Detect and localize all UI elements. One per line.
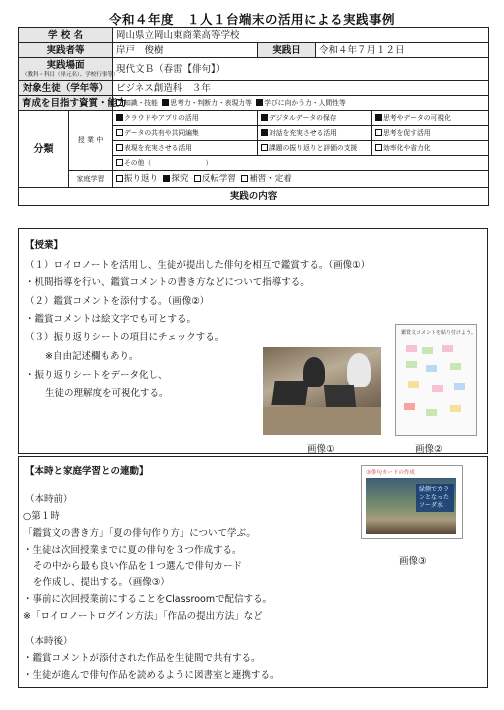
checkbox[interactable]	[116, 99, 123, 106]
home-line: （本時後）	[25, 636, 73, 647]
school-value: 岡山県立岡山東商業高等学校	[113, 28, 489, 43]
image-caption-3: 画像③	[399, 556, 427, 567]
option-text: 思考を促す活用	[383, 128, 431, 137]
jugyo-option[interactable]	[372, 126, 489, 141]
checkbox[interactable]	[162, 99, 169, 106]
practitioner-value: 岸戸 俊樹	[113, 43, 258, 58]
katei-option[interactable]	[116, 174, 158, 184]
lesson-line: （１）ロイロノートを活用し、生徒が提出した俳句を相互で鑑賞する。（画像①）	[25, 260, 371, 271]
option-text: 反転学習	[201, 173, 236, 184]
haiku-card-text: 緑側でカランとなったソーダ水	[416, 484, 454, 512]
practitioner-label: 実践者等	[19, 43, 113, 58]
sonota-option[interactable]	[113, 156, 489, 171]
home-line: ・生徒は次回授業までに夏の俳句を３つ作成する。	[23, 545, 242, 556]
scene-note: （教科・科目（単元名）、学校行事等）	[22, 72, 119, 78]
checkbox[interactable]	[261, 114, 268, 121]
lesson-section	[18, 228, 488, 454]
jugyo-option[interactable]	[372, 111, 489, 126]
ability-option-text: 知識・技能	[124, 98, 158, 107]
option-text: 対話を充実させる活用	[269, 128, 337, 137]
katei-option[interactable]	[163, 174, 188, 184]
jugyo-option[interactable]	[113, 111, 258, 126]
jugyo-option[interactable]	[372, 141, 489, 156]
option-text: 補習・定着	[249, 173, 292, 184]
option-text: 探究	[171, 173, 189, 184]
checkbox[interactable]	[116, 144, 123, 151]
jugyo-option[interactable]	[258, 111, 372, 126]
home-line: 「鑑賞文の書き方」「夏の俳句作り方」について学ぶ。	[23, 528, 256, 539]
target-value: ビジネス創造科 ３年	[113, 81, 489, 96]
ability-option-text: 思考力・判断力・表現力等	[170, 98, 252, 107]
haiku-card-screenshot	[361, 465, 463, 539]
katei-option[interactable]	[241, 174, 292, 184]
checkbox[interactable]	[163, 175, 170, 182]
bunrui-label: 分類	[19, 111, 69, 188]
option-text: その他（ ）	[124, 158, 213, 167]
comment-board-header: 鑑賞文コメントを貼り付けよう。	[401, 330, 477, 336]
comment-board-screenshot	[395, 324, 477, 436]
ability-options	[113, 96, 489, 111]
jugyo-option[interactable]	[113, 126, 258, 141]
info-table	[18, 27, 489, 206]
checkbox[interactable]	[116, 129, 123, 136]
target-label: 対象生徒（学年等）	[19, 81, 113, 96]
classroom-photo	[263, 347, 381, 435]
option-text: 振り返り	[124, 173, 159, 184]
jugyo-label: 授 業 中	[69, 111, 113, 171]
ability-option-text: 学びに向かう力・人間性等	[264, 98, 346, 107]
checkbox[interactable]	[116, 175, 123, 182]
checkbox[interactable]	[241, 175, 248, 182]
school-label: 学 校 名	[19, 28, 113, 43]
option-text: 思考やデータの可視化	[383, 113, 451, 122]
ability-option[interactable]	[162, 99, 252, 107]
lesson-line: （２）鑑賞コメントを添付する。（画像②）	[25, 296, 210, 307]
lesson-line: 生徒の理解度を可視化する。	[45, 388, 169, 399]
option-text: デジタルデータの保存	[269, 113, 337, 122]
katei-options	[113, 171, 489, 188]
image-caption-1: 画像①	[307, 444, 335, 455]
haiku-card-header: ③俳句カードの作成	[366, 470, 415, 476]
katei-label: 家庭学習	[69, 171, 113, 188]
jugyo-option[interactable]	[113, 141, 258, 156]
home-line: ・事前に次回授業前にすることをClassroomで配信する。	[23, 594, 273, 605]
content-heading: 実践の内容	[19, 188, 489, 206]
ability-option[interactable]	[256, 99, 346, 107]
option-text: 表現を充実させる活用	[124, 143, 192, 152]
katei-option[interactable]	[194, 174, 236, 184]
home-line: を作成し、提出する。（画像③）	[33, 577, 170, 588]
date-label: 実践日	[258, 43, 316, 58]
lesson-line: ※自由記述欄もあり。	[45, 351, 139, 362]
home-line: （本時前）	[25, 494, 73, 505]
home-heading: 【本時と家庭学習との連動】	[25, 466, 149, 477]
ability-label: 育成を目指す資質・能力	[19, 96, 113, 111]
lesson-line: ・鑑賞コメントは絵文字でも可とする。	[25, 314, 197, 325]
home-study-section	[18, 456, 488, 688]
option-text: クラウドやアプリの活用	[124, 113, 199, 122]
lesson-line: （３）振り返りシートの項目にチェックする。	[25, 332, 225, 343]
checkbox[interactable]	[375, 114, 382, 121]
option-text: 効率化や省力化	[383, 143, 431, 152]
jugyo-option[interactable]	[258, 141, 372, 156]
checkbox[interactable]	[116, 114, 123, 121]
lesson-line: ・机間指導を行い、鑑賞コメントの書き方などについて指導する。	[25, 277, 310, 288]
home-line: ・鑑賞コメントが添付された作品を生徒間で共有する。	[23, 653, 261, 664]
checkbox[interactable]	[116, 159, 123, 166]
checkbox[interactable]	[375, 129, 382, 136]
checkbox[interactable]	[194, 175, 201, 182]
home-line: その中から最も良い作品を１つ選んで俳句カード	[33, 561, 243, 572]
checkbox[interactable]	[261, 129, 268, 136]
scene-value: 現代文Ｂ（春雷【俳句】）	[113, 58, 489, 81]
checkbox[interactable]	[256, 99, 263, 106]
checkbox[interactable]	[375, 144, 382, 151]
checkbox[interactable]	[261, 144, 268, 151]
home-line: ※「ロイロノートログイン方法」「作品の提出方法」など	[23, 611, 263, 622]
lesson-line: ・振り返りシートをデータ化し、	[25, 370, 168, 381]
page-title: 令和４年度 １人１台端末の活用による実践事例	[108, 12, 395, 27]
lesson-heading: 【授業】	[25, 240, 64, 251]
jugyo-option[interactable]	[258, 126, 372, 141]
home-line: ○第１時	[23, 511, 60, 522]
scene-label-cell	[19, 58, 119, 81]
scene-label: 実践場面	[46, 60, 85, 71]
option-text: データの共有や共同編集	[124, 128, 199, 137]
home-line: ・生徒が進んで俳句作品を読めるように図書室と連携する。	[23, 670, 280, 681]
ability-option[interactable]	[116, 99, 158, 107]
image-caption-2: 画像②	[415, 444, 443, 455]
date-value: 令和４年７月１２日	[316, 43, 489, 58]
option-text: 課題の振り返りと評価の支援	[269, 143, 358, 152]
haiku-card-image	[366, 478, 456, 534]
